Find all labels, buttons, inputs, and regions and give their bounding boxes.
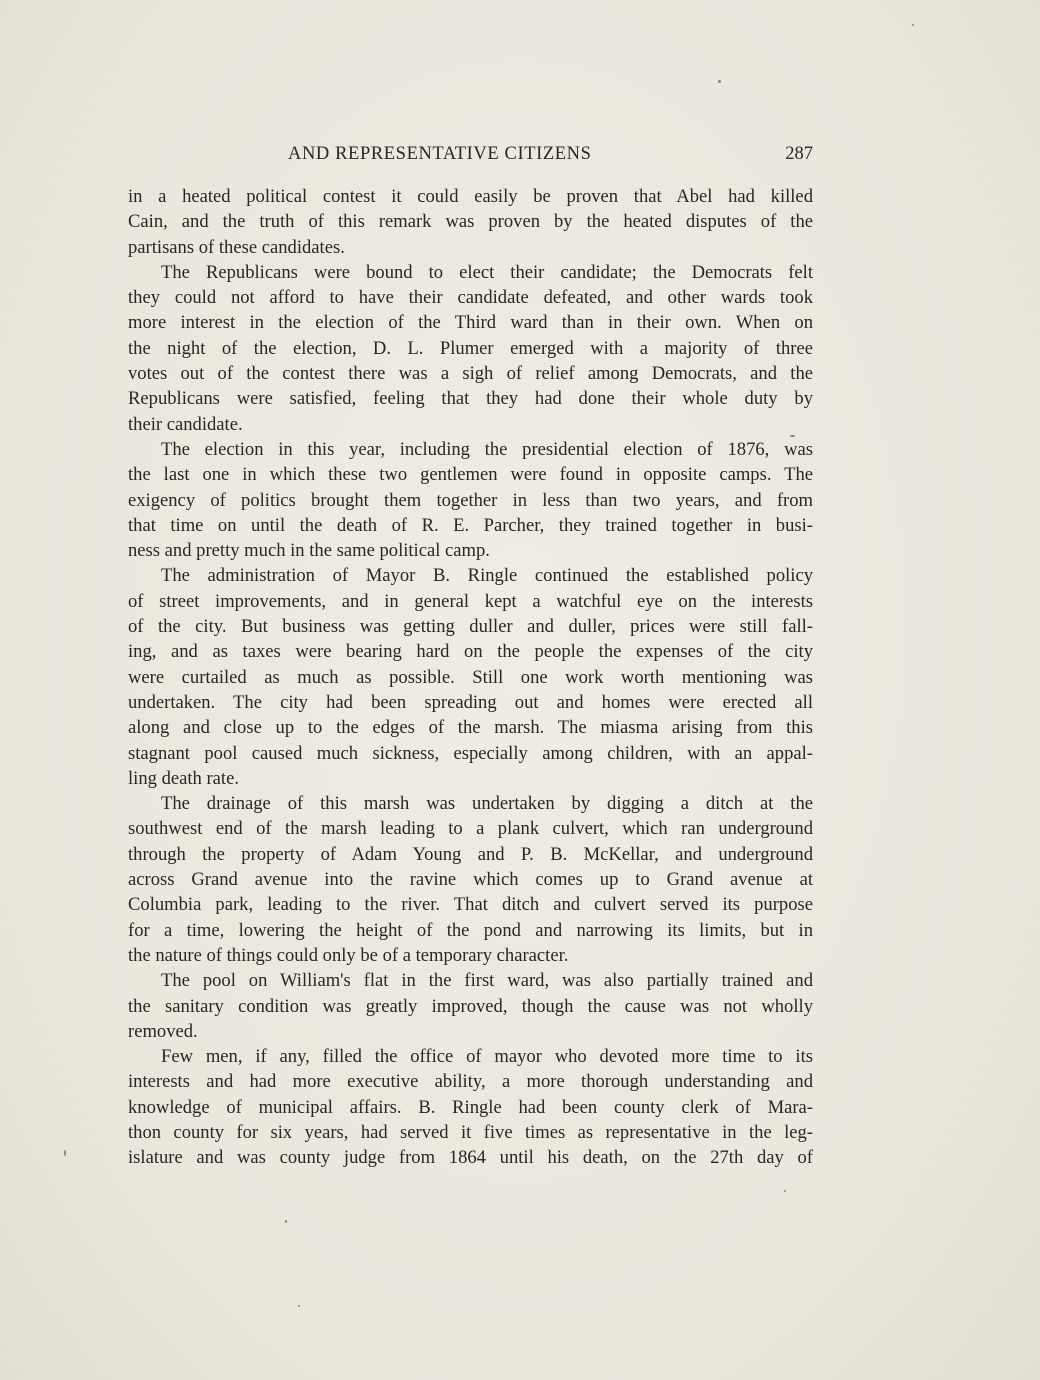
text-line: The administration of Mayor B. Ringle continued the established policy bbox=[161, 565, 813, 587]
text-line: they could not afford to have their candidate defeated, and other wards took bbox=[128, 287, 813, 309]
text-line: thon county for six years, had served it five times as representative in the leg- bbox=[128, 1121, 813, 1143]
text-line: Few men, if any, filled the office of mayor who devoted more time to its bbox=[161, 1046, 813, 1068]
text-line: southwest end of the marsh leading to a plank culvert, which ran underground bbox=[128, 818, 813, 840]
text-line: The election in this year, including the presidential election of 1876, was bbox=[161, 438, 813, 460]
text-line: in a heated political contest it could easily be proven that Abel had killed bbox=[128, 186, 813, 207]
text-line: The pool on William's flat in the first ward, was also partially trained and bbox=[161, 970, 813, 992]
paper-speck bbox=[912, 24, 914, 26]
text-line: The drainage of this marsh was undertaken by digging a ditch at the bbox=[161, 793, 813, 815]
text-line: the sanitary condition was greatly improved, though the cause was not wholly bbox=[128, 995, 813, 1017]
text-line: were curtailed as much as possible. Still one work worth mentioning was bbox=[128, 666, 813, 688]
page-header bbox=[128, 144, 813, 170]
text-line: removed. bbox=[128, 1020, 198, 1042]
paper-speck bbox=[718, 80, 721, 83]
text-line: stagnant pool caused much sickness, especially among children, with an appal- bbox=[128, 742, 813, 764]
text-line: through the property of Adam Young and P. B. McKellar, and underground bbox=[128, 843, 813, 865]
text-line: for a time, lowering the height of the pond and narrowing its limits, but in bbox=[128, 919, 813, 941]
page-number: 287 bbox=[785, 144, 813, 164]
text-line: across Grand avenue into the ravine which comes up to Grand avenue at bbox=[128, 869, 813, 891]
text-line: of the city. But business was getting duller and duller, prices were still fall- bbox=[128, 616, 813, 638]
text-line: interests and had more executive ability, a more thorough understanding and bbox=[128, 1071, 813, 1093]
text-line: the nature of things could only be of a temporary character. bbox=[128, 944, 569, 966]
paper-speck bbox=[285, 1220, 287, 1223]
text-line: Cain, and the truth of this remark was proven by the heated disputes of the bbox=[128, 211, 813, 233]
text-line: Republicans were satisfied, feeling that they had done their whole duty by bbox=[128, 388, 813, 410]
text-line: partisans of these candidates. bbox=[128, 236, 345, 258]
text-line: undertaken. The city had been spreading out and homes were erected all bbox=[128, 691, 813, 713]
paper-speck bbox=[64, 1150, 66, 1156]
text-line: the night of the election, D. L. Plumer emerged with a majority of three bbox=[128, 337, 813, 359]
text-line: along and close up to the edges of the marsh. The miasma arising from this bbox=[128, 717, 813, 739]
body-text bbox=[128, 184, 813, 1171]
text-line: islature and was county judge from 1864 until his death, on the 27th day of bbox=[128, 1147, 813, 1169]
text-line: Columbia park, leading to the river. That ditch and culvert served its purpose bbox=[128, 894, 813, 916]
text-line: that time on until the death of R. E. Parcher, they trained together in busi- bbox=[128, 514, 813, 536]
text-line: ling death rate. bbox=[128, 767, 239, 789]
text-line: of street improvements, and in general kept a watchful eye on the interests bbox=[128, 590, 813, 612]
text-line: ness and pretty much in the same political camp. bbox=[128, 540, 490, 562]
text-line: The Republicans were bound to elect their candidate; the Democrats felt bbox=[161, 261, 813, 283]
paper-speck bbox=[790, 435, 795, 437]
paper-speck bbox=[298, 1305, 300, 1307]
text-line: the last one in which these two gentlemen were found in opposite camps. The bbox=[128, 464, 813, 486]
text-line: ing, and as taxes were bearing hard on the people the expenses of the city bbox=[128, 641, 813, 663]
text-line: knowledge of municipal affairs. B. Ringle had been county clerk of Mara- bbox=[128, 1096, 813, 1118]
text-line: exigency of politics brought them together in less than two years, and from bbox=[128, 489, 813, 511]
text-line: their candidate. bbox=[128, 413, 243, 435]
text-line: votes out of the contest there was a sigh of relief among Democrats, and the bbox=[128, 363, 813, 385]
text-line: more interest in the election of the Third ward than in their own. When on bbox=[128, 312, 813, 334]
running-title: AND REPRESENTATIVE CITIZENS bbox=[288, 144, 592, 164]
paper-speck bbox=[784, 1190, 786, 1192]
